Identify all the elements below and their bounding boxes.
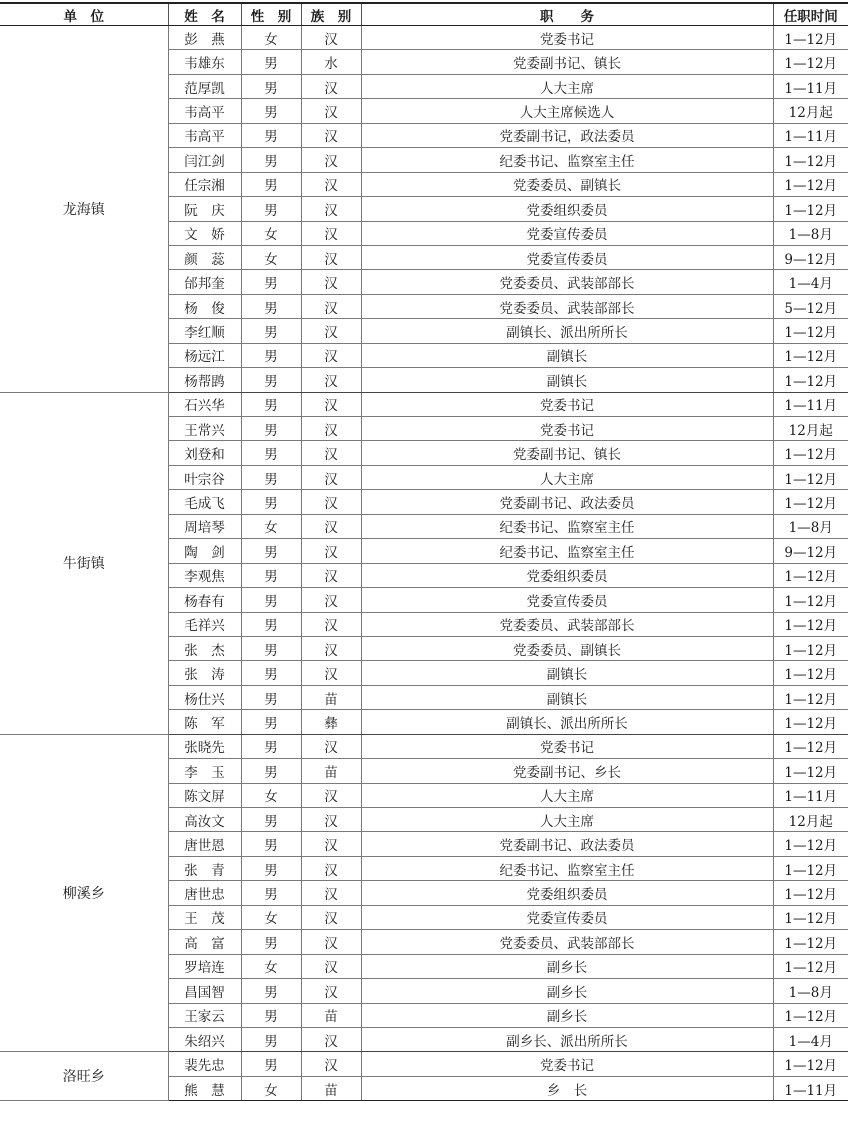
gender-cell: 女 [241,905,301,929]
gender-cell: 男 [241,74,301,98]
name-cell: 韦雄东 [168,50,241,74]
name-cell: 熊 慧 [168,1076,241,1100]
unit-cell: 龙海镇 [0,26,168,393]
name-cell: 毛成飞 [168,490,241,514]
name-cell: 昌国智 [168,979,241,1003]
position-cell: 人大主席 [361,783,773,807]
term-cell: 1—11月 [773,123,848,147]
term-cell: 1—4月 [773,1027,848,1051]
term-cell: 1—11月 [773,1076,848,1100]
gender-cell: 女 [241,221,301,245]
gender-cell: 女 [241,954,301,978]
ethnicity-cell: 汉 [301,734,361,758]
term-cell: 1—8月 [773,514,848,538]
term-cell: 1—12月 [773,172,848,196]
name-cell: 毛祥兴 [168,612,241,636]
ethnicity-cell: 汉 [301,197,361,221]
gender-cell: 女 [241,245,301,269]
position-cell: 党委书记 [361,1052,773,1076]
position-cell: 副乡长 [361,979,773,1003]
ethnicity-cell: 汉 [301,368,361,392]
gender-cell: 男 [241,343,301,367]
name-cell: 陈文屏 [168,783,241,807]
term-cell: 1—12月 [773,881,848,905]
term-cell: 1—4月 [773,270,848,294]
ethnicity-cell: 汉 [301,905,361,929]
position-cell: 副镇长、派出所所长 [361,319,773,343]
gender-cell: 男 [241,759,301,783]
name-cell: 杨春有 [168,588,241,612]
position-cell: 党委宣传委员 [361,588,773,612]
position-cell: 人大主席 [361,74,773,98]
position-cell: 党委宣传委员 [361,245,773,269]
ethnicity-cell: 汉 [301,661,361,685]
position-cell: 纪委书记、监察室主任 [361,514,773,538]
gender-cell: 女 [241,1076,301,1100]
name-cell: 高 富 [168,930,241,954]
term-cell: 12月起 [773,808,848,832]
ethnicity-cell: 汉 [301,612,361,636]
gender-cell: 男 [241,172,301,196]
name-cell: 王 茂 [168,905,241,929]
position-cell: 副乡长 [361,954,773,978]
ethnicity-cell: 汉 [301,636,361,660]
position-cell: 党委委员、武装部部长 [361,930,773,954]
header-row [0,3,848,26]
gender-cell: 男 [241,1052,301,1076]
position-cell: 党委组织委员 [361,563,773,587]
position-cell: 副乡长、派出所所长 [361,1027,773,1051]
name-cell: 任宗湘 [168,172,241,196]
ethnicity-cell: 汉 [301,74,361,98]
name-cell: 颜 蕊 [168,245,241,269]
ethnicity-cell: 汉 [301,954,361,978]
term-cell: 1—12月 [773,612,848,636]
ethnicity-cell: 汉 [301,123,361,147]
name-cell: 陶 剑 [168,539,241,563]
gender-cell: 男 [241,636,301,660]
position-cell: 纪委书记、监察室主任 [361,148,773,172]
position-cell: 党委委员、副镇长 [361,172,773,196]
table-row [0,392,848,416]
ethnicity-cell: 汉 [301,392,361,416]
unit-cell: 柳溪乡 [0,734,168,1052]
term-cell: 1—8月 [773,979,848,1003]
name-cell: 唐世恩 [168,832,241,856]
name-cell: 石兴华 [168,392,241,416]
name-cell: 高汝文 [168,808,241,832]
position-cell: 党委委员、武装部部长 [361,270,773,294]
name-cell: 李观焦 [168,563,241,587]
position-cell: 纪委书记、监察室主任 [361,539,773,563]
term-cell: 1—12月 [773,1003,848,1027]
header-term: 任职时间 [773,3,848,26]
gender-cell: 男 [241,417,301,441]
position-cell: 副镇长 [361,661,773,685]
ethnicity-cell: 汉 [301,441,361,465]
position-cell: 党委委员、武装部部长 [361,294,773,318]
header-gender: 性 别 [241,3,301,26]
position-cell: 副镇长、派出所所长 [361,710,773,734]
table-body [0,26,848,1101]
gender-cell: 男 [241,881,301,905]
term-cell: 1—12月 [773,368,848,392]
ethnicity-cell: 汉 [301,856,361,880]
term-cell: 1—12月 [773,465,848,489]
position-cell: 副镇长 [361,368,773,392]
ethnicity-cell: 苗 [301,685,361,709]
term-cell: 1—12月 [773,441,848,465]
name-cell: 杨帮鹍 [168,368,241,392]
term-cell: 5—12月 [773,294,848,318]
name-cell: 刘登和 [168,441,241,465]
ethnicity-cell: 汉 [301,881,361,905]
position-cell: 党委副书记，政法委员 [361,123,773,147]
gender-cell: 男 [241,832,301,856]
position-cell: 党委委员、副镇长 [361,636,773,660]
gender-cell: 男 [241,979,301,1003]
gender-cell: 男 [241,734,301,758]
ethnicity-cell: 汉 [301,26,361,50]
term-cell: 1—8月 [773,221,848,245]
position-cell: 党委书记 [361,392,773,416]
term-cell: 1—12月 [773,905,848,929]
officials-table [0,2,848,1101]
ethnicity-cell: 汉 [301,221,361,245]
ethnicity-cell: 汉 [301,808,361,832]
ethnicity-cell: 汉 [301,563,361,587]
ethnicity-cell: 水 [301,50,361,74]
ethnicity-cell: 汉 [301,783,361,807]
name-cell: 彭 燕 [168,26,241,50]
position-cell: 副镇长 [361,343,773,367]
gender-cell: 男 [241,197,301,221]
name-cell: 韦高平 [168,99,241,123]
name-cell: 周培琴 [168,514,241,538]
ethnicity-cell: 汉 [301,99,361,123]
name-cell: 朱绍兴 [168,1027,241,1051]
position-cell: 党委宣传委员 [361,905,773,929]
term-cell: 12月起 [773,417,848,441]
ethnicity-cell: 苗 [301,1003,361,1027]
term-cell: 9—12月 [773,539,848,563]
position-cell: 党委宣传委员 [361,221,773,245]
term-cell: 1—12月 [773,197,848,221]
term-cell: 1—12月 [773,856,848,880]
ethnicity-cell: 汉 [301,294,361,318]
position-cell: 党委书记 [361,417,773,441]
term-cell: 1—12月 [773,710,848,734]
position-cell: 党委副书记、镇长 [361,50,773,74]
name-cell: 张 涛 [168,661,241,685]
unit-cell: 牛街镇 [0,392,168,734]
gender-cell: 男 [241,685,301,709]
term-cell: 12月起 [773,99,848,123]
gender-cell: 男 [241,441,301,465]
name-cell: 韦高平 [168,123,241,147]
name-cell: 闫江剑 [168,148,241,172]
table-row [0,26,848,50]
gender-cell: 男 [241,50,301,74]
gender-cell: 男 [241,612,301,636]
term-cell: 1—12月 [773,588,848,612]
ethnicity-cell: 汉 [301,270,361,294]
ethnicity-cell: 汉 [301,539,361,563]
gender-cell: 男 [241,148,301,172]
header-position: 职 务 [361,3,773,26]
header-ethnicity: 族 别 [301,3,361,26]
term-cell: 1—11月 [773,783,848,807]
position-cell: 党委副书记、镇长 [361,441,773,465]
ethnicity-cell: 汉 [301,172,361,196]
name-cell: 文 娇 [168,221,241,245]
position-cell: 党委副书记、政法委员 [361,490,773,514]
name-cell: 张晓先 [168,734,241,758]
table-row [0,734,848,758]
term-cell: 1—12月 [773,759,848,783]
term-cell: 1—12月 [773,734,848,758]
unit-cell: 洛旺乡 [0,1052,168,1101]
gender-cell: 男 [241,710,301,734]
term-cell: 1—12月 [773,954,848,978]
ethnicity-cell: 汉 [301,319,361,343]
gender-cell: 女 [241,783,301,807]
name-cell: 李 玉 [168,759,241,783]
ethnicity-cell: 彝 [301,710,361,734]
position-cell: 副镇长 [361,685,773,709]
ethnicity-cell: 汉 [301,930,361,954]
position-cell: 乡 长 [361,1076,773,1100]
position-cell: 副乡长 [361,1003,773,1027]
gender-cell: 男 [241,490,301,514]
table-row [0,1052,848,1076]
term-cell: 1—12月 [773,490,848,514]
officials-table-page [0,2,848,1101]
position-cell: 纪委书记、监察室主任 [361,856,773,880]
name-cell: 叶宗谷 [168,465,241,489]
gender-cell: 女 [241,26,301,50]
name-cell: 裴先忠 [168,1052,241,1076]
term-cell: 1—11月 [773,392,848,416]
term-cell: 1—11月 [773,74,848,98]
term-cell: 1—12月 [773,148,848,172]
position-cell: 人大主席候选人 [361,99,773,123]
name-cell: 李红顺 [168,319,241,343]
gender-cell: 男 [241,294,301,318]
name-cell: 杨 俊 [168,294,241,318]
ethnicity-cell: 汉 [301,1027,361,1051]
gender-cell: 男 [241,270,301,294]
ethnicity-cell: 汉 [301,148,361,172]
gender-cell: 男 [241,1027,301,1051]
gender-cell: 男 [241,99,301,123]
gender-cell: 男 [241,588,301,612]
ethnicity-cell: 汉 [301,832,361,856]
term-cell: 1—12月 [773,930,848,954]
gender-cell: 男 [241,808,301,832]
gender-cell: 男 [241,930,301,954]
name-cell: 王常兴 [168,417,241,441]
header-name: 姓 名 [168,3,241,26]
name-cell: 罗培连 [168,954,241,978]
name-cell: 杨远江 [168,343,241,367]
position-cell: 党委组织委员 [361,881,773,905]
gender-cell: 男 [241,539,301,563]
gender-cell: 男 [241,368,301,392]
header-unit: 单 位 [0,3,168,26]
term-cell: 1—12月 [773,661,848,685]
gender-cell: 男 [241,1003,301,1027]
ethnicity-cell: 汉 [301,343,361,367]
ethnicity-cell: 汉 [301,245,361,269]
ethnicity-cell: 苗 [301,759,361,783]
table-header [0,3,848,26]
ethnicity-cell: 汉 [301,490,361,514]
gender-cell: 男 [241,123,301,147]
term-cell: 1—12月 [773,50,848,74]
gender-cell: 男 [241,392,301,416]
ethnicity-cell: 汉 [301,1052,361,1076]
ethnicity-cell: 苗 [301,1076,361,1100]
name-cell: 杨仕兴 [168,685,241,709]
gender-cell: 男 [241,661,301,685]
gender-cell: 男 [241,319,301,343]
position-cell: 人大主席 [361,808,773,832]
position-cell: 党委书记 [361,734,773,758]
name-cell: 阮 庆 [168,197,241,221]
ethnicity-cell: 汉 [301,588,361,612]
term-cell: 1—12月 [773,636,848,660]
term-cell: 1—12月 [773,832,848,856]
name-cell: 张 杰 [168,636,241,660]
position-cell: 党委副书记、乡长 [361,759,773,783]
position-cell: 党委组织委员 [361,197,773,221]
term-cell: 9—12月 [773,245,848,269]
name-cell: 张 青 [168,856,241,880]
gender-cell: 男 [241,465,301,489]
name-cell: 范厚凯 [168,74,241,98]
term-cell: 1—12月 [773,685,848,709]
name-cell: 唐世忠 [168,881,241,905]
name-cell: 王家云 [168,1003,241,1027]
term-cell: 1—12月 [773,1052,848,1076]
name-cell: 邰邦奎 [168,270,241,294]
gender-cell: 男 [241,856,301,880]
ethnicity-cell: 汉 [301,465,361,489]
ethnicity-cell: 汉 [301,514,361,538]
position-cell: 人大主席 [361,465,773,489]
term-cell: 1—12月 [773,563,848,587]
position-cell: 党委副书记、政法委员 [361,832,773,856]
term-cell: 1—12月 [773,343,848,367]
gender-cell: 男 [241,563,301,587]
term-cell: 1—12月 [773,26,848,50]
name-cell: 陈 军 [168,710,241,734]
term-cell: 1—12月 [773,319,848,343]
ethnicity-cell: 汉 [301,417,361,441]
position-cell: 党委委员、武装部部长 [361,612,773,636]
position-cell: 党委书记 [361,26,773,50]
gender-cell: 女 [241,514,301,538]
ethnicity-cell: 汉 [301,979,361,1003]
